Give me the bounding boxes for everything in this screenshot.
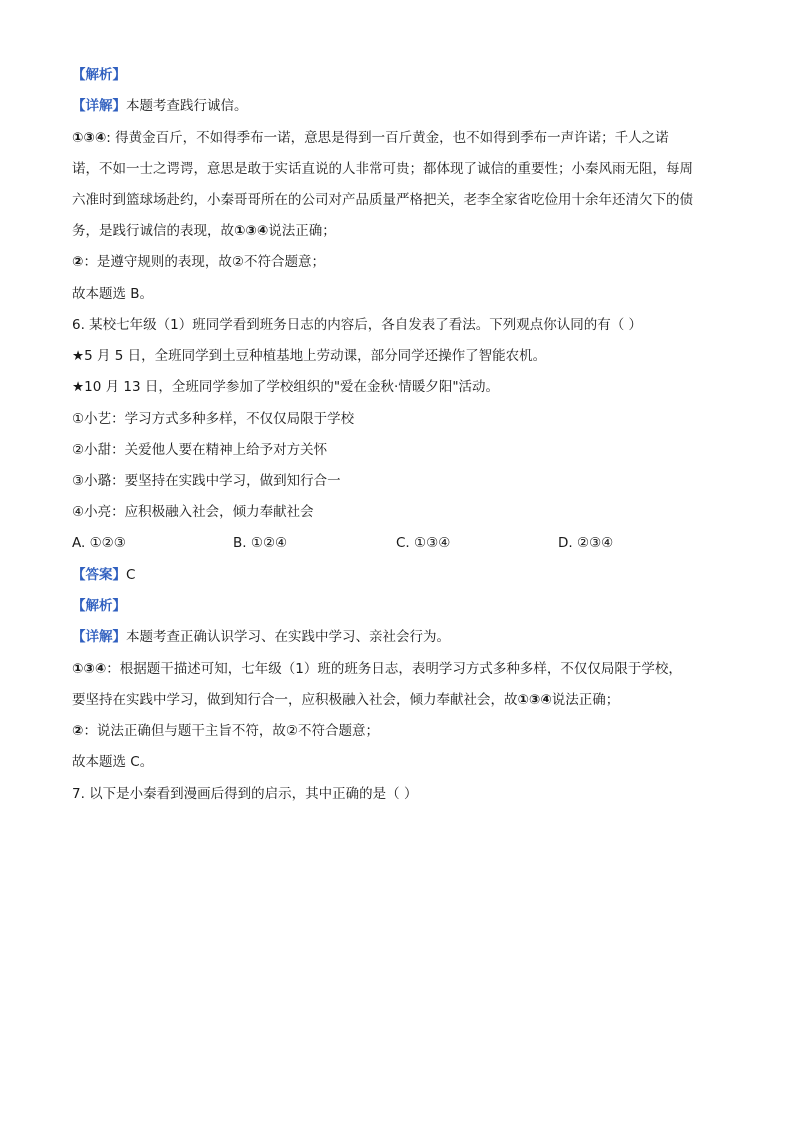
explain-text: ：说法正确但与题干主旨不符，故②不符合题意；: [83, 723, 380, 739]
detail-line: [72, 627, 450, 647]
explain-line: 六准时到篮球场赴约，小秦哥哥所在的公司对产品质量严格把关，老李全家省吃俭用十余年还清欠下的债: [72, 192, 693, 208]
option-marker: ②: [72, 723, 84, 739]
explain-line: [72, 252, 325, 272]
analysis-heading: 【解析】: [72, 67, 126, 83]
question-stem: 6. 某校七年级（1）班同学看到班务日志的内容后，各自发表了看法。下列观点你认同的有（ ）: [72, 317, 643, 333]
option-marker: ①③④: [517, 692, 552, 708]
option-marker: ①③④: [72, 661, 107, 677]
explain-text: : 得黄金百斤，不如得季布一诺，意思是得到一百斤黄金，也不如得到季布一声许诺；千人之诺: [106, 130, 669, 146]
conclusion: 故本题选 C。: [72, 754, 154, 770]
explain-line: [72, 659, 682, 679]
explain-line: [72, 721, 379, 741]
option-marker: ②: [72, 254, 84, 270]
choice-c: C. ①③④: [396, 535, 451, 551]
viewpoint-item: ②小甜：关爱他人要在精神上给予对方关怀: [72, 442, 328, 458]
viewpoint-item: ④小亮：应积极融入社会，倾力奉献社会: [72, 504, 314, 520]
explain-text: ：根据题干描述可知，七年级（1）班的班务日志，表明学习方式多种多样，不仅仅局限于学校，: [106, 661, 682, 677]
explain-text: 说法正确；: [551, 692, 620, 708]
option-marker: ①③④: [72, 130, 107, 146]
analysis-heading: 【解析】: [72, 598, 126, 614]
viewpoint-item: ①小艺：学习方式多种多样，不仅仅局限于学校: [72, 411, 355, 427]
viewpoint-item: ③小璐：要坚持在实践中学习，做到知行合一: [72, 473, 341, 489]
explain-line: [72, 690, 619, 710]
detail-tag: 【详解】: [72, 98, 126, 114]
choice-b: B. ①②④: [233, 535, 288, 551]
material-item: ★5 月 5 日，全班同学到土豆种植基地上劳动课，部分同学还操作了智能农机。: [72, 348, 547, 364]
explain-line: [72, 221, 336, 241]
detail-text: 本题考查正确认识学习、在实践中学习、亲社会行为。: [126, 629, 450, 645]
conclusion: 故本题选 B。: [72, 286, 154, 302]
detail-text: 本题考查践行诚信。: [126, 98, 248, 114]
explain-text: 要坚持在实践中学习，做到知行合一，应积极融入社会，倾力奉献社会，故: [72, 692, 518, 708]
detail-line: [72, 96, 248, 116]
explain-text: ：是遵守规则的表现，故②不符合题意；: [83, 254, 326, 270]
explain-line: [72, 128, 669, 148]
choice-d: D. ②③④: [558, 535, 614, 551]
question-stem: 7. 以下是小秦看到漫画后得到的启示，其中正确的是（ ）: [72, 786, 418, 802]
answer-line: [72, 565, 135, 585]
option-marker: ①③④: [234, 223, 269, 239]
explain-line: 诺，不如一士之谔谔，意思是敢于实话直说的人非常可贵；都体现了诚信的重要性；小秦风雨无阻，每周: [72, 161, 693, 177]
material-item: ★10 月 13 日，全班同学参加了学校组织的"爱在金秋·情暖夕阳"活动。: [72, 379, 500, 395]
answer-tag: 【答案】: [72, 567, 126, 583]
answer-value: C: [126, 567, 136, 583]
explain-text: 务，是践行诚信的表现，故: [72, 223, 234, 239]
detail-tag: 【详解】: [72, 629, 126, 645]
explain-text: 说法正确；: [268, 223, 336, 239]
choice-a: A. ①②③: [72, 535, 126, 551]
